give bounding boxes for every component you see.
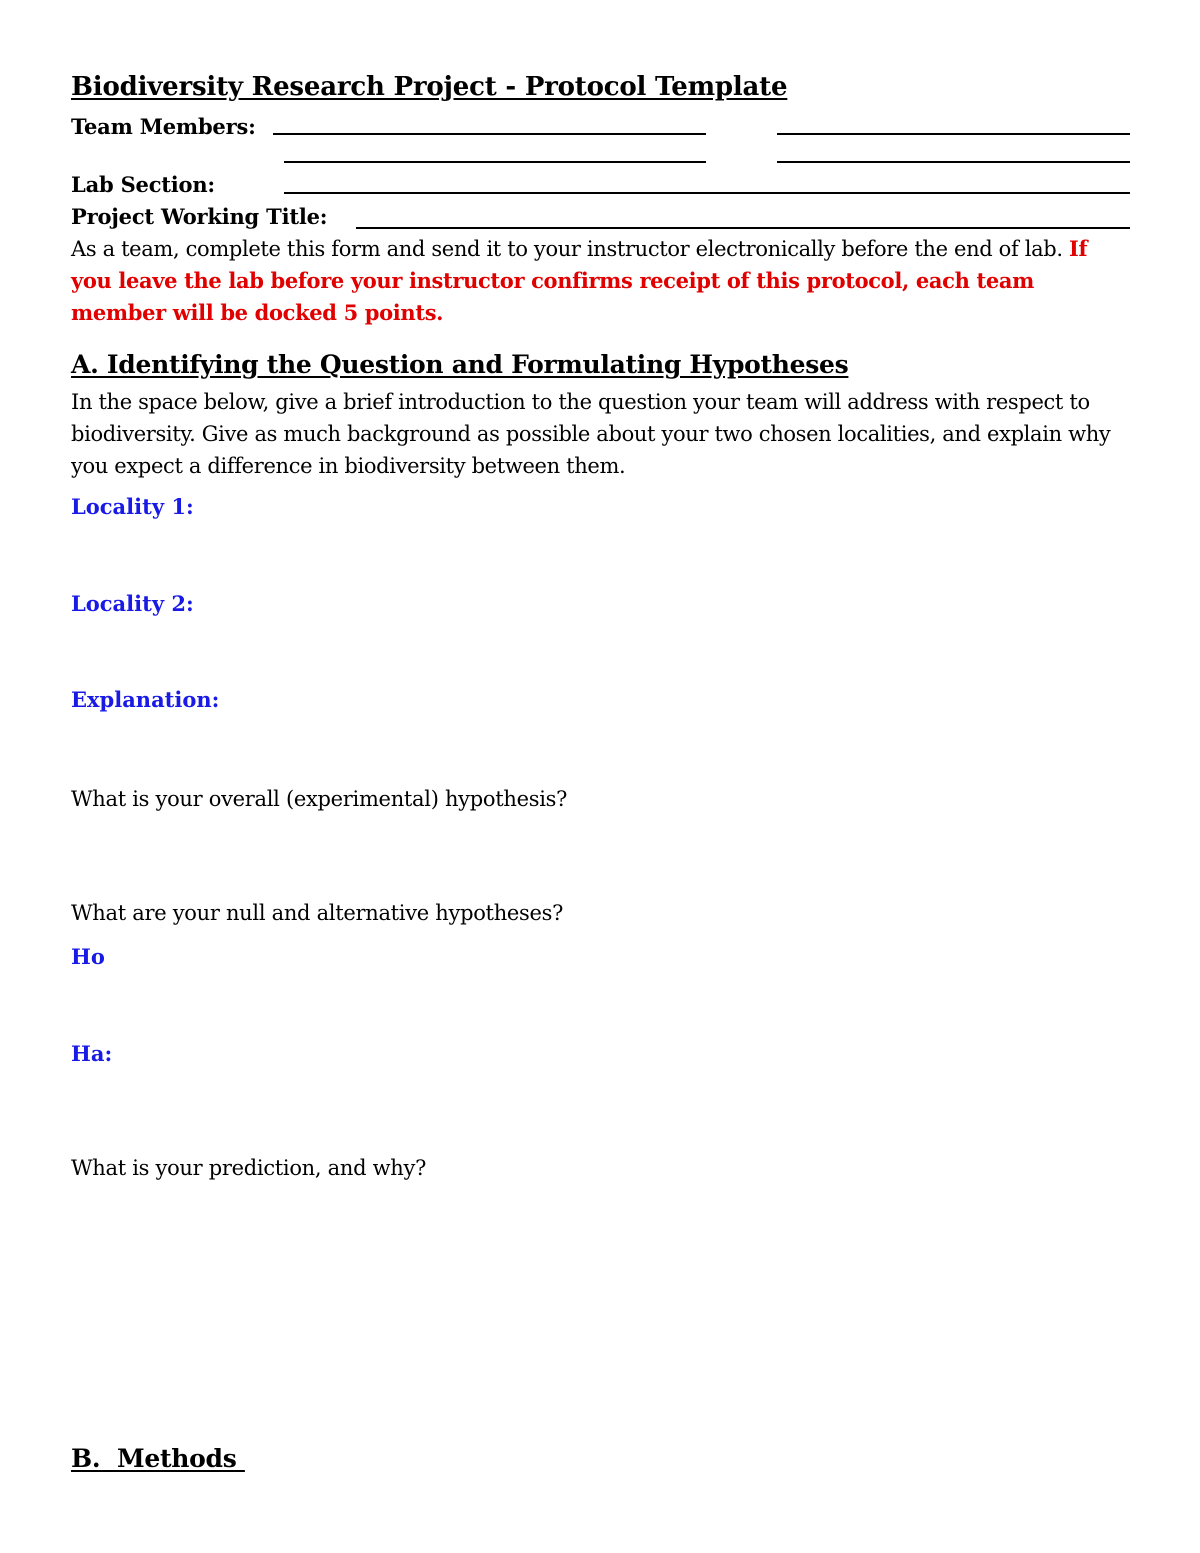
team-member-2-line[interactable]	[777, 133, 1130, 135]
section-a-intro: In the space below, give a brief introduction to the question your team will address with respect to biodiversity. Give as much background as possible about your two chosen localities, and explain why you expect a difference in biodiversity between them.	[71, 390, 1111, 478]
team-members-label: Team Members:	[71, 114, 256, 139]
instructions-warning: If you leave the lab before your instructor confirms receipt of this protocol, each team member will be docked 5 points.	[71, 236, 1088, 325]
lab-section-line[interactable]	[284, 192, 1130, 194]
hypothesis-question: What is your overall (experimental) hypothesis?	[71, 787, 568, 811]
prediction-question: What is your prediction, and why?	[71, 1156, 427, 1180]
ho-label: Ho	[71, 944, 105, 969]
locality-1-label: Locality 1:	[71, 494, 194, 519]
instructions-text: As a team, complete this form and send it to your instructor electronically before the end of lab.	[71, 237, 1063, 261]
locality-2-label: Locality 2:	[71, 591, 194, 616]
lab-section-label: Lab Section:	[71, 172, 215, 197]
document-title: Biodiversity Research Project - Protocol Template	[71, 72, 788, 102]
team-member-3-line[interactable]	[284, 161, 706, 163]
ha-label: Ha:	[71, 1041, 113, 1066]
team-member-4-line[interactable]	[777, 161, 1130, 163]
section-a-heading: A. Identifying the Question and Formulating Hypotheses	[71, 350, 849, 379]
explanation-label: Explanation:	[71, 687, 220, 712]
null-alt-question: What are your null and alternative hypotheses?	[71, 901, 564, 925]
section-b-heading: B. Methods	[71, 1444, 245, 1473]
project-title-label: Project Working Title:	[71, 204, 328, 229]
project-title-line[interactable]	[356, 227, 1130, 229]
team-member-1-line[interactable]	[273, 133, 706, 135]
instructions-paragraph	[71, 233, 1131, 329]
